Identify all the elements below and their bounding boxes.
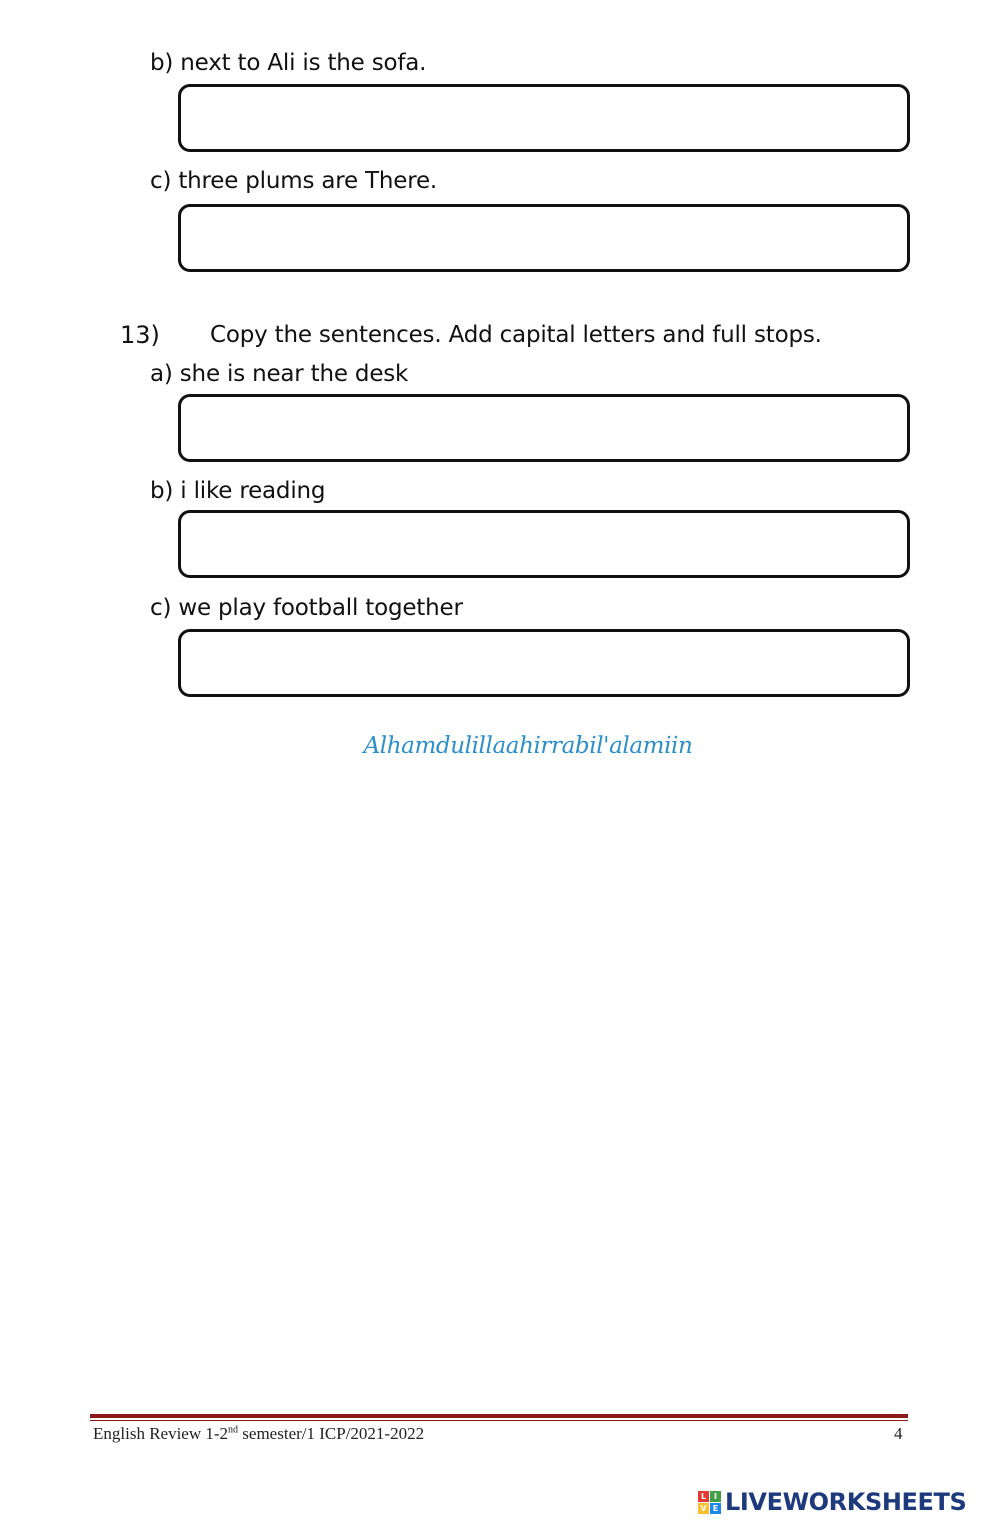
- answer-box-12-c[interactable]: [178, 204, 910, 272]
- answer-box-13-a[interactable]: [178, 394, 910, 462]
- question-13-number: 13): [120, 321, 160, 349]
- liveworksheets-mark-icon: [698, 1491, 721, 1514]
- footer-ordinal-suffix: nd: [228, 1424, 239, 1436]
- footer-rule-thin: [90, 1420, 908, 1421]
- brand-tile-l: L: [698, 1491, 709, 1502]
- footer-rule: [90, 1414, 908, 1418]
- page-number: 4: [894, 1424, 903, 1443]
- prompt-13-b: b) i like reading: [150, 478, 326, 504]
- question-13-instruction: Copy the sentences. Add capital letters and full stops.: [210, 322, 822, 348]
- brand-tile-e: E: [710, 1503, 721, 1514]
- prompt-13-c: c) we play football together: [150, 595, 463, 621]
- brand-tile-i: I: [710, 1491, 721, 1502]
- footer-course-prefix: English Review 1-2: [93, 1424, 229, 1443]
- answer-box-13-b[interactable]: [178, 510, 910, 578]
- closing-prayer-text: Alhamdulillaahirrabil'alamiin: [363, 733, 693, 759]
- liveworksheets-logo[interactable]: [698, 1488, 966, 1516]
- footer-course-label: [93, 1423, 424, 1445]
- answer-box-13-c[interactable]: [178, 629, 910, 697]
- answer-box-12-b[interactable]: [178, 84, 910, 152]
- footer-course-suffix: semester/1 ICP/2021-2022: [238, 1424, 425, 1443]
- prompt-12-b: b) next to Ali is the sofa.: [150, 50, 427, 76]
- liveworksheets-wordmark: LIVEWORKSHEETS: [725, 1488, 967, 1516]
- prompt-12-c: c) three plums are There.: [150, 168, 438, 194]
- brand-tile-v: V: [698, 1503, 709, 1514]
- prompt-13-a: a) she is near the desk: [150, 361, 409, 387]
